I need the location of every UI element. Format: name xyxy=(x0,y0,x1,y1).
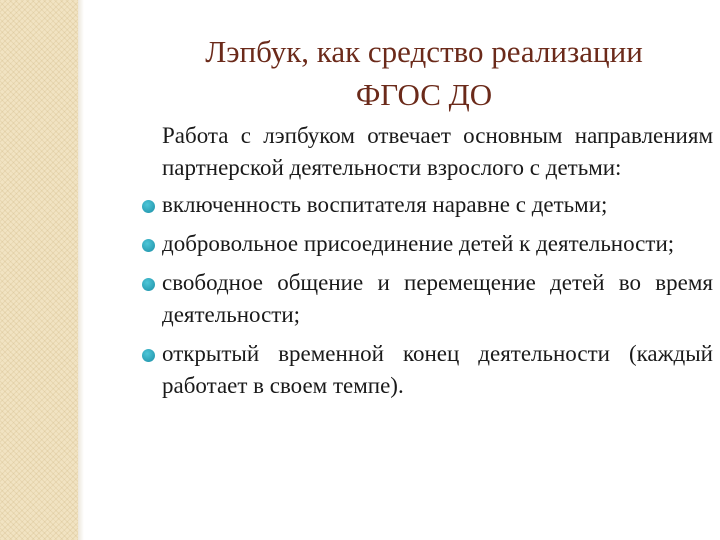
decorative-side-strip xyxy=(0,0,78,540)
list-item-text: включенность воспитателя наравне с детьми; xyxy=(162,192,608,217)
bullet-list xyxy=(130,189,713,402)
list-item-text: добровольное присоединение детей к деятельности; xyxy=(162,231,675,256)
bullet-dot-icon xyxy=(142,349,155,362)
bullet-dot-icon xyxy=(142,278,155,291)
intro-paragraph: Работа с лэпбуком отвечает основным направлениям партнерской деятельности взрослого с детьми: xyxy=(162,123,713,180)
bullet-dot-icon xyxy=(142,239,155,252)
list-item xyxy=(130,338,713,402)
list-item xyxy=(130,228,713,260)
list-item xyxy=(130,189,713,221)
slide-title-line-2: ФГОС ДО xyxy=(355,77,493,112)
list-item-text: открытый временной конец деятельности (каждый работает в своем темпе). xyxy=(162,341,713,398)
slide-title xyxy=(150,30,698,116)
bullet-dot-icon xyxy=(142,200,155,213)
list-item xyxy=(130,267,713,331)
side-strip-shadow xyxy=(78,0,84,540)
list-item-text: свободное общение и перемещение детей во время деятельности; xyxy=(162,270,713,327)
slide-content xyxy=(130,120,713,409)
slide-title-line-1: Лэпбук, как средство реализации xyxy=(205,34,643,69)
